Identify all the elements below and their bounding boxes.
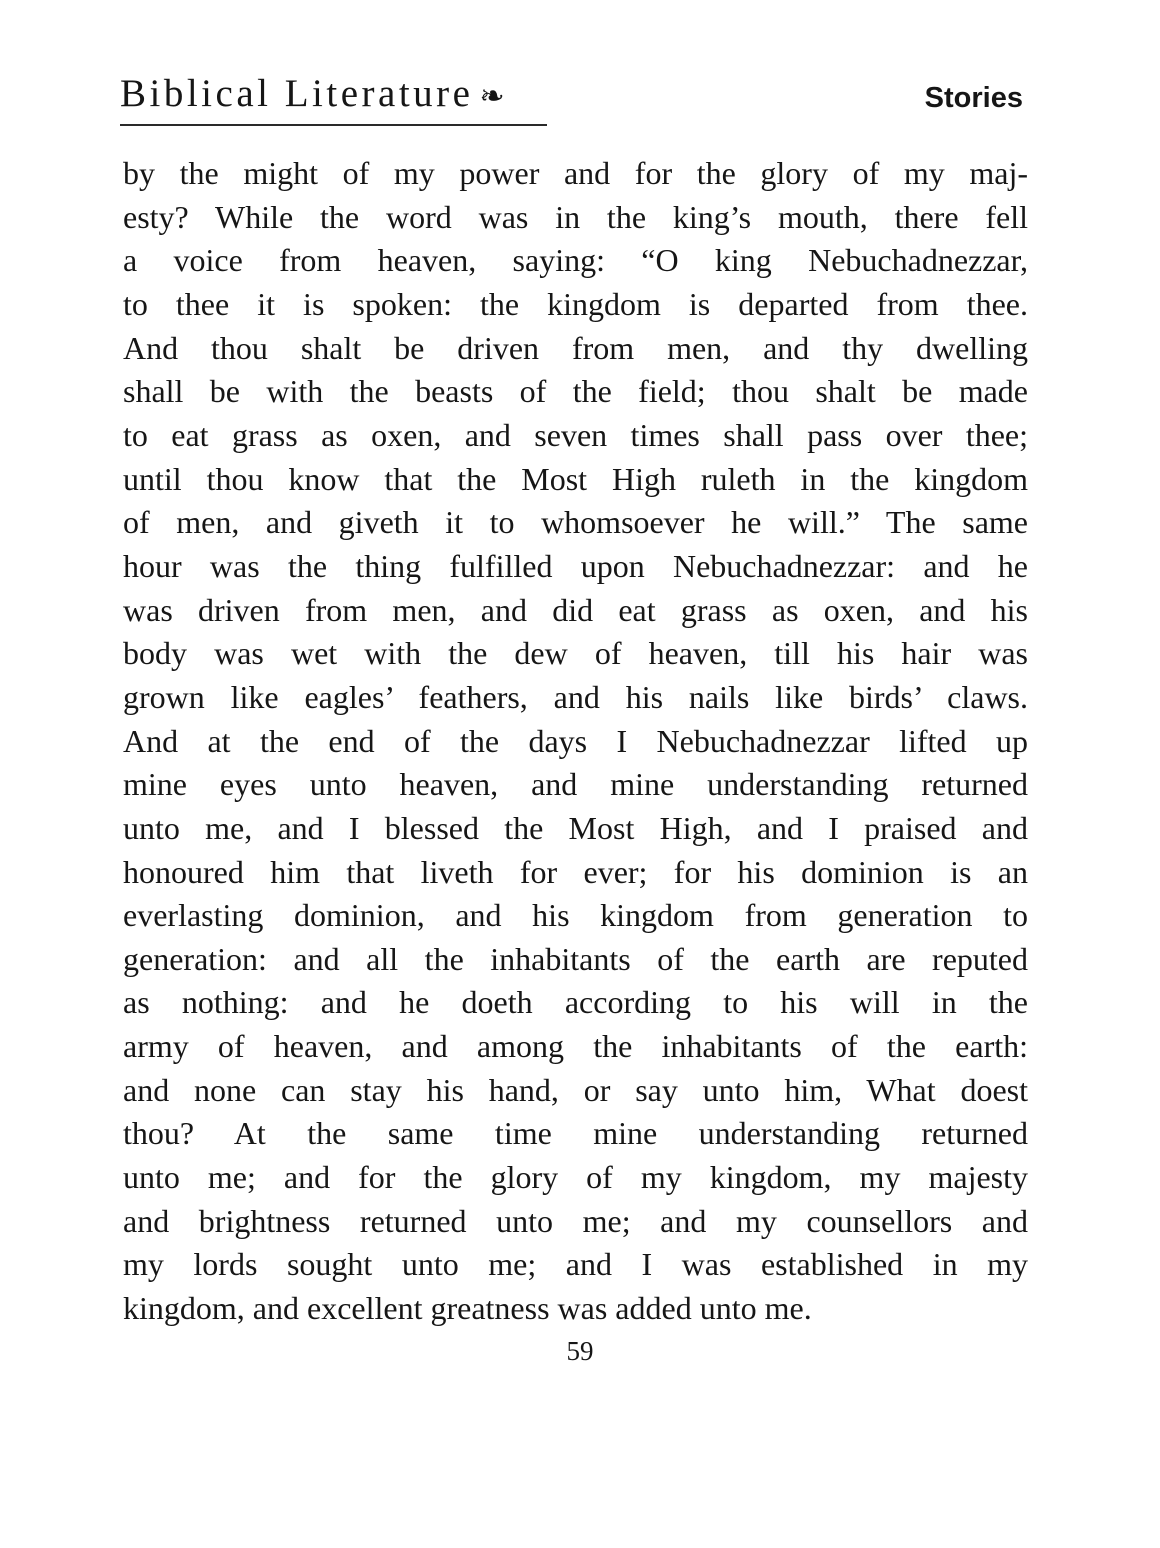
section-label: Stories bbox=[924, 82, 1023, 114]
text-line: And thou shalt be driven from men, and thy dwelling bbox=[123, 329, 1028, 366]
text-line: to eat grass as oxen, and seven times shall pass over thee; bbox=[123, 416, 1028, 453]
text-line: thou? At the same time mine understanding returned bbox=[123, 1115, 1028, 1152]
text-line: my lords sought unto me; and I was established in my bbox=[123, 1246, 1028, 1283]
book-title: Biblical Literature bbox=[120, 72, 474, 115]
running-head bbox=[120, 74, 505, 113]
text-line: everlasting dominion, and his kingdom from generation to bbox=[123, 897, 1028, 934]
text-line: generation: and all the inhabitants of the earth are reputed bbox=[123, 940, 1028, 977]
text-line: hour was the thing fulfilled upon Nebuchadnezzar: and he bbox=[123, 547, 1028, 584]
text-line: body was wet with the dew of heaven, till his hair was bbox=[123, 635, 1028, 672]
text-line: shall be with the beasts of the field; thou shalt be made bbox=[123, 373, 1028, 410]
text-line: unto me, and I blessed the Most High, and I praised and bbox=[123, 809, 1028, 846]
text-line: to thee it is spoken: the kingdom is departed from thee. bbox=[123, 285, 1028, 322]
text-line: by the might of my power and for the glory of my maj- bbox=[123, 155, 1028, 191]
text-line: mine eyes unto heaven, and mine understanding returned bbox=[123, 766, 1028, 803]
text-line: kingdom, and excellent greatness was added unto me. bbox=[123, 1290, 812, 1327]
text-line: grown like eagles’ feathers, and his nails like birds’ claws. bbox=[123, 678, 1028, 715]
text-line: unto me; and for the glory of my kingdom, my majesty bbox=[123, 1159, 1028, 1196]
text-line: of men, and giveth it to whomsoever he will.” The same bbox=[123, 504, 1028, 541]
text-line: And at the end of the days I Nebuchadnezzar lifted up bbox=[123, 722, 1028, 759]
text-line: army of heaven, and among the inhabitants of the earth: bbox=[123, 1028, 1028, 1065]
text-line: and brightness returned unto me; and my counsellors and bbox=[123, 1202, 1028, 1239]
text-line: and none can stay his hand, or say unto him, What doest bbox=[123, 1071, 1028, 1108]
text-line: esty? While the word was in the king’s mouth, there fell bbox=[123, 198, 1028, 235]
fleuron-icon: ❧ bbox=[479, 80, 505, 113]
text-line: as nothing: and he doeth according to his will in the bbox=[123, 984, 1028, 1021]
body-text bbox=[123, 152, 1028, 1331]
text-line: honoured him that liveth for ever; for his dominion is an bbox=[123, 853, 1028, 890]
text-line: a voice from heaven, saying: “O king Nebuchadnezzar, bbox=[123, 242, 1028, 279]
text-line: until thou know that the Most High ruleth in the kingdom bbox=[123, 460, 1028, 497]
text-line: was driven from men, and did eat grass as oxen, and his bbox=[123, 591, 1028, 628]
page-number: 59 bbox=[566, 1336, 594, 1366]
header-rule bbox=[120, 124, 547, 126]
